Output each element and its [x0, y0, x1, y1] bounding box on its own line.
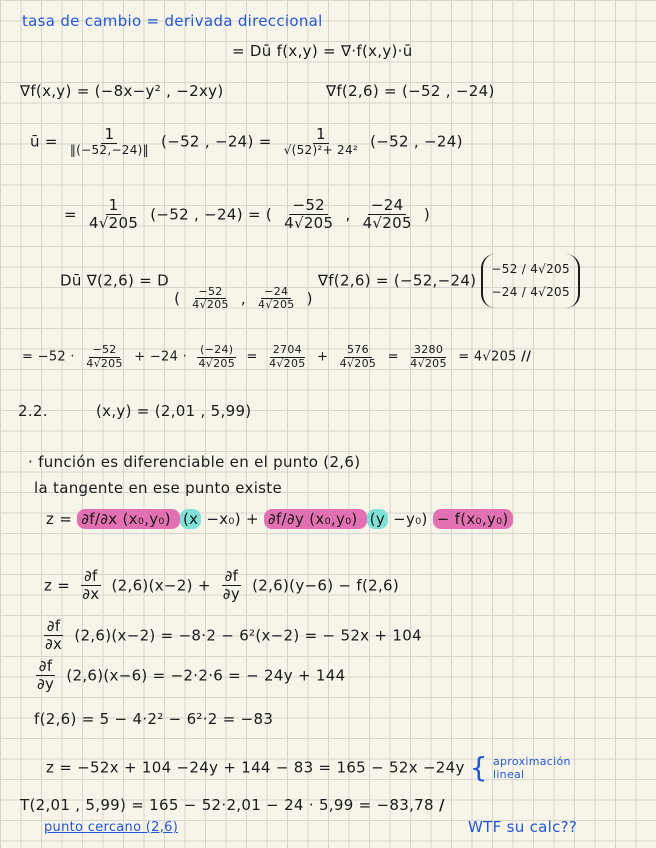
note-tangent-exists: la tangente en ese punto existe: [34, 479, 282, 497]
partial-y-calc: [30, 658, 345, 694]
function-value-highlight: − f(x₀,y₀): [433, 509, 513, 529]
y-highlight: (y: [367, 509, 388, 529]
numerator: −52: [195, 286, 225, 300]
tangent-plane-at-point: [44, 568, 399, 604]
denominator: 4√205: [88, 214, 139, 233]
numerator: ∂f: [44, 618, 64, 636]
note-nearby-point: punto cercano (2,6): [44, 820, 179, 835]
numerator: −24: [261, 286, 291, 300]
z-label: z =: [46, 510, 73, 528]
numerator: 3280: [411, 344, 446, 358]
heading-line: tasa de cambio = derivada direccional: [22, 12, 323, 30]
plus: +: [317, 349, 329, 365]
note-comment: WTF su calc??: [468, 818, 578, 836]
fraction: [266, 344, 309, 370]
point: (x₀,y₀): [122, 510, 171, 528]
fraction: [195, 344, 238, 370]
numerator: 1: [106, 197, 122, 215]
numerator: −52: [89, 344, 119, 358]
fraction: [67, 126, 152, 158]
term: = −52 ·: [22, 349, 75, 365]
denominator: ∂y: [222, 585, 241, 604]
denominator: 4√205: [258, 298, 295, 312]
denominator: 4√205: [192, 298, 229, 312]
denominator: √(52)²+ 24²: [283, 143, 359, 158]
tangent-plane-result: [46, 751, 571, 784]
equals: =: [64, 205, 77, 224]
directional-derivative-line: Dū ∇(2,6) = D ( $\frac{-52}{4√205}$ , $\frac{-24}{4√205}$ ) ∇f(2,6) = (−52,−24) −52 / 4√205 −24 / 4√205: [60, 254, 580, 312]
term: (2,6)(x−2) +: [111, 576, 211, 595]
numerator: (−24): [197, 344, 236, 358]
denominator: 4√205: [269, 356, 306, 370]
partial-x-calc: [38, 618, 422, 654]
tangent-plane-formula: [46, 510, 513, 528]
denominator: 4√205: [198, 356, 235, 370]
brace-icon: {: [469, 751, 488, 784]
denominator: 4√205: [410, 356, 447, 370]
point-definition: (x,y) = (2,01 , 5,99): [96, 402, 252, 420]
x-highlight: (x: [180, 509, 201, 529]
fraction: [255, 286, 298, 312]
fraction: [360, 197, 415, 233]
equals: =: [387, 349, 399, 365]
fraction: [281, 197, 336, 233]
fraction: [337, 344, 380, 370]
numerator: 2704: [270, 344, 305, 358]
partial-y-highlight: [264, 509, 367, 529]
z-label: z =: [44, 576, 71, 595]
numerator: ∂f: [222, 568, 242, 586]
unit-vector-simplified: = $\frac{1}{4√205}$ (−52 , −24) = ( $\frac{-52}{4√205}$ , $\frac{-24}{4√205}$ ): [64, 196, 431, 233]
gradient-text: ∇f(2,6) = (−52,−24): [317, 271, 477, 290]
result-mark: //: [521, 349, 532, 365]
partial-y: ∂f/∂y: [267, 510, 305, 528]
vector-entry: −52 / 4√205: [491, 262, 570, 276]
calc-text: (2,6)(x−6) = −2·2·6 = − 24y + 144: [66, 666, 346, 685]
equals: =: [246, 349, 258, 365]
numerator: 1: [313, 126, 329, 144]
approximation-result: [20, 796, 445, 814]
fraction: [83, 344, 126, 370]
note-differentiable: · función es diferenciable en el punto (2,6): [28, 453, 361, 471]
term: + −24 ·: [134, 349, 188, 365]
dot-product-line: [22, 344, 531, 370]
column-vector: [481, 254, 579, 308]
denominator: ‖(−52,−24)‖: [69, 143, 149, 158]
term: (2,6)(y−6) − f(2,6): [252, 576, 400, 595]
term: −x₀): [206, 510, 241, 528]
function-value-calc: f(2,6) = 5 − 4·2² − 6²·2 = −83: [34, 710, 274, 728]
approximation-text: T(2,01 , 5,99) = 165 − 52·2,01 − 24 · 5,99 = −83,78: [20, 796, 434, 814]
derivative-label: Dū ∇(2,6) = D: [60, 271, 169, 290]
side-note-line: aproximación: [492, 754, 571, 768]
fraction: [407, 344, 450, 370]
denominator: 4√205: [339, 356, 377, 370]
vector-text: (−52 , −24): [370, 132, 463, 151]
gradient-general: ∇f(x,y) = (−8x−y² , −2xy): [20, 82, 224, 100]
denominator: ∂x: [82, 585, 100, 604]
vector-entry: −24 / 4√205: [491, 284, 570, 299]
fraction: [79, 568, 102, 604]
term: −y₀): [393, 510, 428, 528]
unit-vector-line: [30, 126, 463, 158]
numerator: 1: [101, 126, 117, 144]
denominator: 4√205: [86, 356, 123, 370]
result: = 4√205: [458, 349, 517, 365]
plus: +: [245, 510, 259, 528]
denominator: ∂y: [37, 675, 55, 694]
gradient-at-point: ∇f(2,6) = (−52 , −24): [326, 82, 495, 100]
vector-text: (−52 , −24) =: [161, 132, 272, 151]
unit-vector-label: ū =: [30, 132, 58, 151]
close-paren: ): [423, 205, 431, 224]
numerator: −52: [289, 197, 328, 215]
denominator: ∂x: [45, 635, 63, 654]
partial-x-highlight: [77, 509, 180, 529]
numerator: ∂f: [36, 658, 56, 676]
fraction: [42, 618, 65, 654]
plane-equation: z = −52x + 104 −24y + 144 − 83 = 165 − 52x −24y: [46, 758, 465, 777]
side-note: [493, 755, 571, 781]
result-mark: /: [438, 796, 445, 814]
calc-text: (2,6)(x−2) = −8·2 − 6²(x−2) = − 52x + 104: [74, 626, 422, 645]
numerator: 576: [344, 344, 372, 358]
formula-directional-derivative: = Dū f(x,y) = ∇·f(x,y)·ū: [232, 42, 413, 60]
side-note-line: lineal: [492, 768, 525, 781]
fraction: [34, 658, 57, 694]
numerator: ∂f: [81, 568, 101, 586]
section-number: 2.2.: [18, 402, 48, 420]
partial-x: ∂f/∂x: [81, 510, 118, 528]
denominator: 4√205: [362, 214, 412, 233]
numerator: −24: [368, 197, 407, 215]
fraction: [86, 197, 141, 233]
point: (x₀,y₀): [309, 510, 358, 528]
fraction: [281, 126, 361, 158]
denominator: 4√205: [284, 214, 334, 233]
vector-text: (−52 , −24) = (: [150, 205, 273, 224]
fraction: [189, 286, 232, 312]
fraction: [220, 568, 243, 604]
